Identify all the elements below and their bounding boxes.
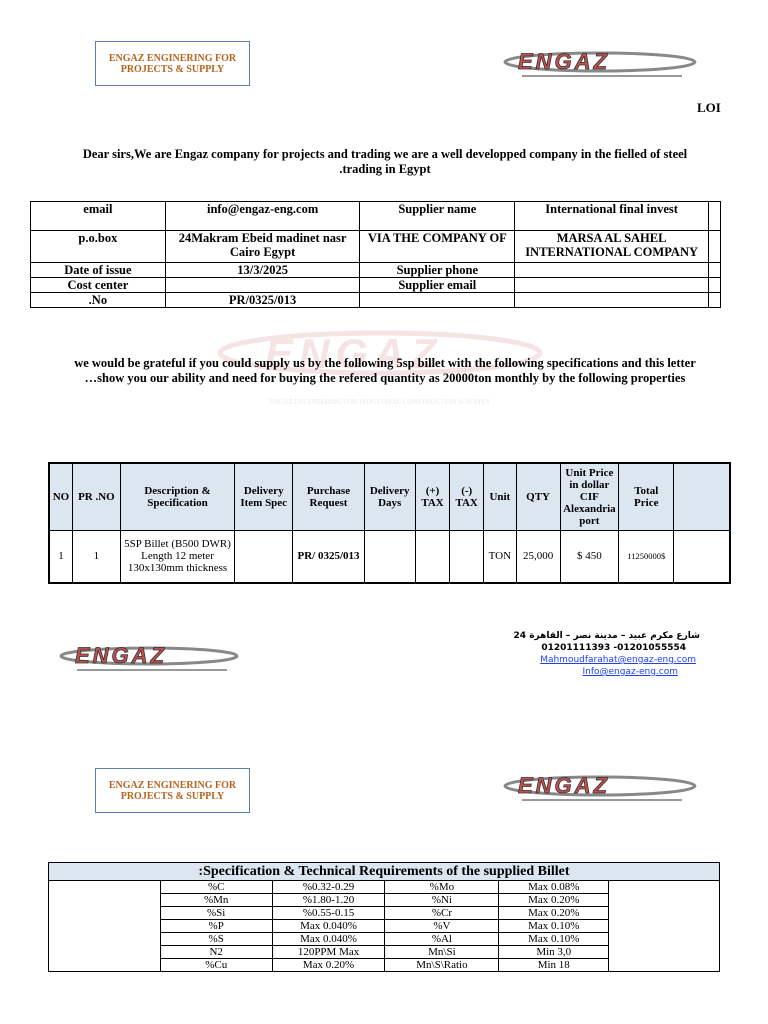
order-header: (+) TAX: [415, 463, 450, 530]
spec-cell: %0.32-0.29: [272, 881, 385, 894]
order-cell-tax-plus: [415, 530, 450, 583]
spec-cell: Mn\S\Ratio: [385, 959, 499, 972]
order-table: [48, 462, 731, 584]
engaz-logo: [500, 44, 705, 84]
footer-phones: 01201111393 -01201055554: [541, 643, 686, 653]
info-value: 13/3/2025: [165, 263, 360, 278]
info-value: [165, 278, 360, 293]
info-value: 24Makram Ebeid madinet nasr Cairo Egypt: [165, 231, 360, 263]
info-value: International final invest: [515, 202, 709, 231]
watermark-tagline: ENGAZ ENGINEERING FOR INDUSTRIAL CONSTRUCTION & SUPPLY: [269, 398, 491, 406]
order-cell-price: $ 450: [560, 530, 619, 583]
spec-title-row: [49, 863, 720, 881]
intro-paragraph: [40, 147, 730, 177]
footer-logo-text: ENGAZ: [75, 643, 167, 668]
info-empty-cell: [708, 293, 720, 308]
spec-cell: Max 0.10%: [499, 920, 609, 933]
spec-left-blank: [49, 881, 161, 972]
footer-email-link[interactable]: Mahmoudfarahat@engaz-eng.com: [540, 655, 696, 665]
info-label: p.o.box: [31, 231, 166, 263]
order-header-row: [49, 463, 730, 530]
spec-cell: %C: [160, 881, 272, 894]
spec-cell: %Mn: [160, 894, 272, 907]
info-table: [30, 201, 721, 308]
spec-cell: %Cu: [160, 959, 272, 972]
info-value: PR/0325/013: [165, 293, 360, 308]
order-cell-spec: [235, 530, 293, 583]
request-line1: we would be grateful if you could supply us by the following 5sp billet with the following specifications and this letter: [74, 356, 696, 370]
company-name-box: [95, 41, 250, 86]
spec-cell: %V: [385, 920, 499, 933]
order-header: Delivery Days: [364, 463, 415, 530]
spec-cell: %1.80-1.20: [272, 894, 385, 907]
spec-cell: %S: [160, 933, 272, 946]
request-paragraph: [30, 356, 740, 386]
order-cell-tax-minus: [450, 530, 484, 583]
order-cell-total: 11250000$: [619, 530, 674, 583]
order-cell-extra: [674, 530, 730, 583]
spec-cell: Max 0.20%: [272, 959, 385, 972]
footer-info-link[interactable]: Info@engaz-eng.com: [582, 667, 678, 677]
loi-label: LOI: [697, 100, 721, 115]
engaz-logo-page2: [500, 768, 705, 808]
info-label: .No: [31, 293, 166, 308]
spec-cell: %0.55-0.15: [272, 907, 385, 920]
order-cell-qty: 25,000: [516, 530, 560, 583]
order-header: NO: [49, 463, 72, 530]
info-value: [515, 293, 709, 308]
spec-row: [49, 881, 720, 894]
spec-cell: %Al: [385, 933, 499, 946]
order-header: Unit: [484, 463, 517, 530]
spec-table: [48, 862, 720, 972]
info-label: Supplier email: [360, 278, 515, 293]
spec-cell: Min 3,0: [499, 946, 609, 959]
spec-cell: %Mo: [385, 881, 499, 894]
order-header: (-) TAX: [450, 463, 484, 530]
spec-cell: %Ni: [385, 894, 499, 907]
info-label: VIA THE COMPANY OF: [360, 231, 515, 263]
info-value: MARSA AL SAHEL INTERNATIONAL COMPANY: [515, 231, 709, 263]
spec-cell: Max 0.040%: [272, 933, 385, 946]
company-name-line2: PROJECTS & SUPPLY: [120, 63, 225, 75]
spec-right-blank: [609, 881, 720, 972]
order-header: Total Price: [619, 463, 674, 530]
spec-cell: Max 0.10%: [499, 933, 609, 946]
order-header: Description & Specification: [120, 463, 234, 530]
spec-cell: Max 0.20%: [499, 907, 609, 920]
spec-title: :Specification & Technical Requirements of the supplied Billet: [49, 863, 720, 881]
spec-cell: N2: [160, 946, 272, 959]
info-value: [515, 278, 709, 293]
order-header: [674, 463, 730, 530]
info-row: [31, 293, 721, 308]
company-name-line1: ENGAZ ENGINERING FOR: [108, 779, 237, 791]
info-empty-cell: [708, 278, 720, 293]
spec-cell: Mn\Si: [385, 946, 499, 959]
intro-line2: .trading in Egypt: [339, 162, 431, 176]
info-row: [31, 231, 721, 263]
spec-cell: Max 0.20%: [499, 894, 609, 907]
company-name-box-page2: [95, 768, 250, 813]
info-label: Date of issue: [31, 263, 166, 278]
order-header: Delivery Item Spec: [235, 463, 293, 530]
company-name-line2: PROJECTS & SUPPLY: [120, 790, 225, 802]
order-header: Purchase Request: [293, 463, 364, 530]
order-cell-pr: 1: [72, 530, 120, 583]
info-row: [31, 202, 721, 231]
order-cell-days: [364, 530, 415, 583]
spec-cell: %Cr: [385, 907, 499, 920]
spec-cell: 120PPM Max: [272, 946, 385, 959]
spec-cell: Min 18: [499, 959, 609, 972]
footer-address: 24 شارع مكرم عبيد – مدينة نصر – القاهرة: [513, 631, 700, 641]
info-label: Supplier phone: [360, 263, 515, 278]
info-empty-cell: [708, 231, 720, 263]
order-cell-no: 1: [49, 530, 72, 583]
info-row: [31, 278, 721, 293]
logo-text: ENGAZ: [518, 773, 610, 798]
footer-engaz-logo: [57, 638, 262, 678]
info-label: Cost center: [31, 278, 166, 293]
order-cell-desc: 5SP Billet (B500 DWR) Length 12 meter 130x130mm thickness: [120, 530, 234, 583]
request-line2: …show you our ability and need for buying the refered quantity as 20000ton monthly by the following properties: [84, 371, 686, 385]
spec-cell: Max 0.08%: [499, 881, 609, 894]
info-row: [31, 263, 721, 278]
info-label: [360, 293, 515, 308]
order-header: QTY: [516, 463, 560, 530]
info-value: info@engaz-eng.com: [165, 202, 360, 231]
spec-cell: %P: [160, 920, 272, 933]
watermark-text: ENGAZ: [265, 330, 442, 377]
info-empty-cell: [708, 263, 720, 278]
order-cell-purchase: PR/ 0325/013: [293, 530, 364, 583]
spec-cell: %Si: [160, 907, 272, 920]
logo-text: ENGAZ: [518, 49, 610, 74]
info-label: email: [31, 202, 166, 231]
order-header: PR .NO: [72, 463, 120, 530]
order-header: Unit Price in dollar CIF Alexandria port: [560, 463, 619, 530]
order-cell-unit: TON: [484, 530, 517, 583]
spec-cell: Max 0.040%: [272, 920, 385, 933]
company-name-line1: ENGAZ ENGINERING FOR: [108, 52, 237, 64]
order-row: [49, 530, 730, 583]
footer-contact: [470, 630, 700, 678]
info-label: Supplier name: [360, 202, 515, 231]
info-value: [515, 263, 709, 278]
info-empty-cell: [708, 202, 720, 231]
intro-line1: Dear sirs,We are Engaz company for projects and trading we are a well developped company in the fielled of steel: [82, 147, 688, 161]
